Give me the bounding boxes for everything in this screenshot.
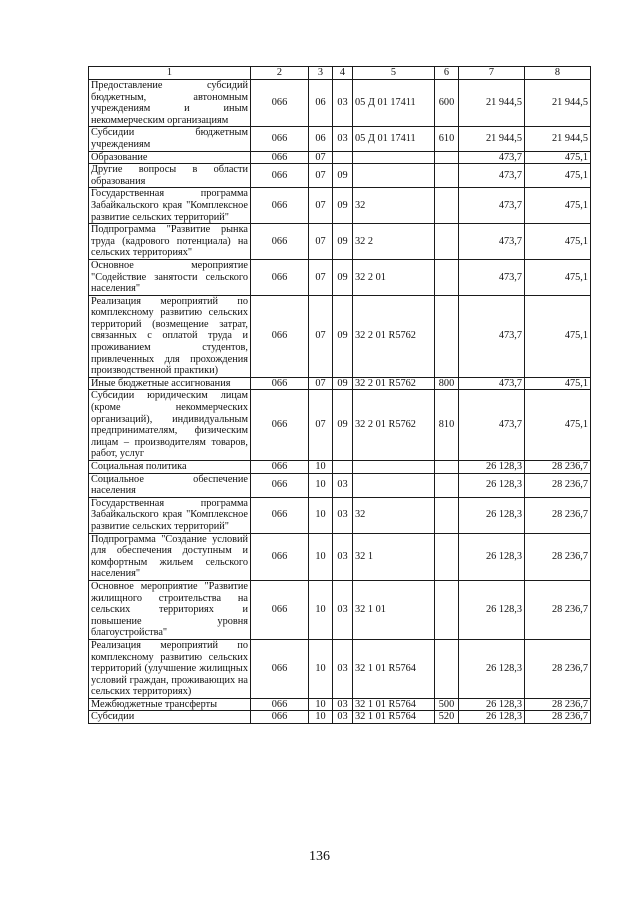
subsection-code-cell: 03 [333,639,353,698]
ministry-code-cell: 066 [251,127,309,151]
amount-year2-cell: 28 236,7 [525,639,591,698]
target-article-cell: 32 2 01 R5762 [353,377,435,390]
expense-type-cell [435,473,459,497]
column-header: 3 [309,67,333,80]
table-row [89,224,591,260]
amount-year1-cell: 473,7 [459,390,525,461]
amount-year1-cell: 26 128,3 [459,473,525,497]
amount-year1-cell: 473,7 [459,295,525,377]
amount-year1-cell: 26 128,3 [459,711,525,724]
section-code-cell: 10 [309,580,333,639]
subsection-code-cell: 03 [333,127,353,151]
amount-year2-cell: 28 236,7 [525,473,591,497]
amount-year2-cell: 28 236,7 [525,711,591,724]
subsection-code-cell: 09 [333,295,353,377]
row-name-cell: Межбюджетные трансферты [89,698,251,711]
amount-year2-cell: 28 236,7 [525,698,591,711]
page-number: 136 [309,849,330,864]
amount-year1-cell: 26 128,3 [459,639,525,698]
subsection-code-cell [333,151,353,164]
amount-year1-cell: 21 944,5 [459,127,525,151]
row-name-cell: Подпрограмма "Развитие рынка труда (кадрового потенциала) на сельских территориях" [89,224,251,260]
column-header: 2 [251,67,309,80]
expense-type-cell [435,151,459,164]
target-article-cell: 32 2 01 R5762 [353,295,435,377]
section-code-cell: 07 [309,164,333,188]
amount-year1-cell: 473,7 [459,188,525,224]
amount-year2-cell: 21 944,5 [525,80,591,127]
target-article-cell: 32 [353,188,435,224]
subsection-code-cell: 09 [333,164,353,188]
expense-type-cell [435,461,459,474]
subsection-code-cell: 09 [333,259,353,295]
row-name-cell: Основное мероприятие "Содействие занятости сельского населения" [89,259,251,295]
expense-type-cell [435,533,459,580]
amount-year2-cell: 21 944,5 [525,127,591,151]
amount-year1-cell: 473,7 [459,259,525,295]
amount-year2-cell: 475,1 [525,259,591,295]
amount-year2-cell: 475,1 [525,164,591,188]
section-code-cell: 07 [309,259,333,295]
amount-year2-cell: 475,1 [525,188,591,224]
table-row [89,377,591,390]
ministry-code-cell: 066 [251,377,309,390]
target-article-cell: 32 1 01 R5764 [353,698,435,711]
amount-year2-cell: 28 236,7 [525,461,591,474]
ministry-code-cell: 066 [251,224,309,260]
row-name-cell: Государственная программа Забайкальского края "Комплексное развитие сельских территорий" [89,497,251,533]
amount-year2-cell: 475,1 [525,390,591,461]
section-code-cell: 06 [309,127,333,151]
table-row [89,698,591,711]
subsection-code-cell: 03 [333,473,353,497]
amount-year2-cell: 28 236,7 [525,533,591,580]
ministry-code-cell: 066 [251,390,309,461]
table-row [89,461,591,474]
section-code-cell: 07 [309,224,333,260]
subsection-code-cell: 09 [333,390,353,461]
ministry-code-cell: 066 [251,164,309,188]
expense-type-cell [435,639,459,698]
ministry-code-cell: 066 [251,80,309,127]
amount-year1-cell: 21 944,5 [459,80,525,127]
row-name-cell: Основное мероприятие "Развитие жилищного строительства на сельских территориях и повышение уровня благоустройства" [89,580,251,639]
row-name-cell: Реализация мероприятий по комплексному развитию сельских территорий (возмещение затрат, связанных с оплатой труда и проживанием студентов, привлеченных для прохождения производственной практики) [89,295,251,377]
target-article-cell [353,473,435,497]
expense-type-cell [435,224,459,260]
row-name-cell: Иные бюджетные ассигнования [89,377,251,390]
table-row [89,497,591,533]
row-name-cell: Другие вопросы в области образования [89,164,251,188]
table-row [89,127,591,151]
amount-year1-cell: 473,7 [459,164,525,188]
section-code-cell: 10 [309,711,333,724]
expense-type-cell: 500 [435,698,459,711]
row-name-cell: Субсидии юридическим лицам (кроме некоммерческих организаций), индивидуальным предпринимателям, физическим лицам – производителям товаров, работ, услуг [89,390,251,461]
table-row [89,533,591,580]
section-code-cell: 10 [309,533,333,580]
target-article-cell: 32 [353,497,435,533]
ministry-code-cell: 066 [251,497,309,533]
ministry-code-cell: 066 [251,295,309,377]
column-header: 8 [525,67,591,80]
target-article-cell: 05 Д 01 17411 [353,127,435,151]
subsection-code-cell: 09 [333,224,353,260]
section-code-cell: 10 [309,639,333,698]
budget-table [88,66,591,724]
ministry-code-cell: 066 [251,151,309,164]
amount-year2-cell: 28 236,7 [525,497,591,533]
expense-type-cell [435,188,459,224]
section-code-cell: 10 [309,698,333,711]
table-row [89,580,591,639]
subsection-code-cell: 03 [333,80,353,127]
row-name-cell: Подпрограмма "Создание условий для обеспечения доступным и комфортным жильем сельского населения" [89,533,251,580]
table-row [89,164,591,188]
target-article-cell: 32 1 01 R5764 [353,711,435,724]
amount-year2-cell: 28 236,7 [525,580,591,639]
row-name-cell: Субсидии бюджетным учреждениям [89,127,251,151]
ministry-code-cell: 066 [251,188,309,224]
table-row [89,711,591,724]
subsection-code-cell [333,461,353,474]
section-code-cell: 10 [309,461,333,474]
ministry-code-cell: 066 [251,473,309,497]
section-code-cell: 07 [309,377,333,390]
subsection-code-cell: 03 [333,497,353,533]
amount-year1-cell: 473,7 [459,151,525,164]
row-name-cell: Предоставление субсидий бюджетным, автономным учреждениям и иным некоммерческим организациям [89,80,251,127]
row-name-cell: Социальное обеспечение населения [89,473,251,497]
column-header: 6 [435,67,459,80]
target-article-cell: 05 Д 01 17411 [353,80,435,127]
table-row [89,390,591,461]
column-header: 7 [459,67,525,80]
expense-type-cell: 810 [435,390,459,461]
amount-year1-cell: 473,7 [459,224,525,260]
expense-type-cell [435,295,459,377]
column-header: 4 [333,67,353,80]
table-row [89,259,591,295]
section-code-cell: 07 [309,151,333,164]
amount-year1-cell: 26 128,3 [459,497,525,533]
ministry-code-cell: 066 [251,259,309,295]
section-code-cell: 07 [309,390,333,461]
section-code-cell: 07 [309,188,333,224]
subsection-code-cell: 03 [333,698,353,711]
header-row [89,67,591,80]
target-article-cell: 32 1 [353,533,435,580]
target-article-cell: 32 2 01 [353,259,435,295]
subsection-code-cell: 03 [333,711,353,724]
expense-type-cell: 610 [435,127,459,151]
section-code-cell: 06 [309,80,333,127]
row-name-cell: Социальная политика [89,461,251,474]
target-article-cell [353,461,435,474]
column-header: 1 [89,67,251,80]
target-article-cell [353,151,435,164]
amount-year1-cell: 26 128,3 [459,698,525,711]
amount-year2-cell: 475,1 [525,151,591,164]
amount-year2-cell: 475,1 [525,377,591,390]
target-article-cell: 32 2 01 R5762 [353,390,435,461]
target-article-cell: 32 1 01 [353,580,435,639]
section-code-cell: 07 [309,295,333,377]
ministry-code-cell: 066 [251,461,309,474]
expense-type-cell [435,497,459,533]
table-body [89,67,591,724]
table-row [89,473,591,497]
amount-year1-cell: 473,7 [459,377,525,390]
table-row [89,639,591,698]
ministry-code-cell: 066 [251,580,309,639]
target-article-cell: 32 1 01 R5764 [353,639,435,698]
subsection-code-cell: 03 [333,580,353,639]
amount-year1-cell: 26 128,3 [459,580,525,639]
expense-type-cell: 520 [435,711,459,724]
amount-year1-cell: 26 128,3 [459,533,525,580]
ministry-code-cell: 066 [251,698,309,711]
expense-type-cell [435,259,459,295]
column-header: 5 [353,67,435,80]
subsection-code-cell: 09 [333,188,353,224]
amount-year2-cell: 475,1 [525,224,591,260]
table-row [89,295,591,377]
row-name-cell: Реализация мероприятий по комплексному развитию сельских территорий (улучшение жилищных условий граждан, проживающих на сельских территориях) [89,639,251,698]
row-name-cell: Образование [89,151,251,164]
section-code-cell: 10 [309,497,333,533]
target-article-cell [353,164,435,188]
target-article-cell: 32 2 [353,224,435,260]
expense-type-cell [435,164,459,188]
amount-year1-cell: 26 128,3 [459,461,525,474]
subsection-code-cell: 03 [333,533,353,580]
section-code-cell: 10 [309,473,333,497]
subsection-code-cell: 09 [333,377,353,390]
table-row [89,151,591,164]
expense-type-cell: 600 [435,80,459,127]
row-name-cell: Государственная программа Забайкальского края "Комплексное развитие сельских территорий" [89,188,251,224]
table-row [89,80,591,127]
amount-year2-cell: 475,1 [525,295,591,377]
expense-type-cell [435,580,459,639]
ministry-code-cell: 066 [251,533,309,580]
expense-type-cell: 800 [435,377,459,390]
table-row [89,188,591,224]
ministry-code-cell: 066 [251,711,309,724]
row-name-cell: Субсидии [89,711,251,724]
ministry-code-cell: 066 [251,639,309,698]
